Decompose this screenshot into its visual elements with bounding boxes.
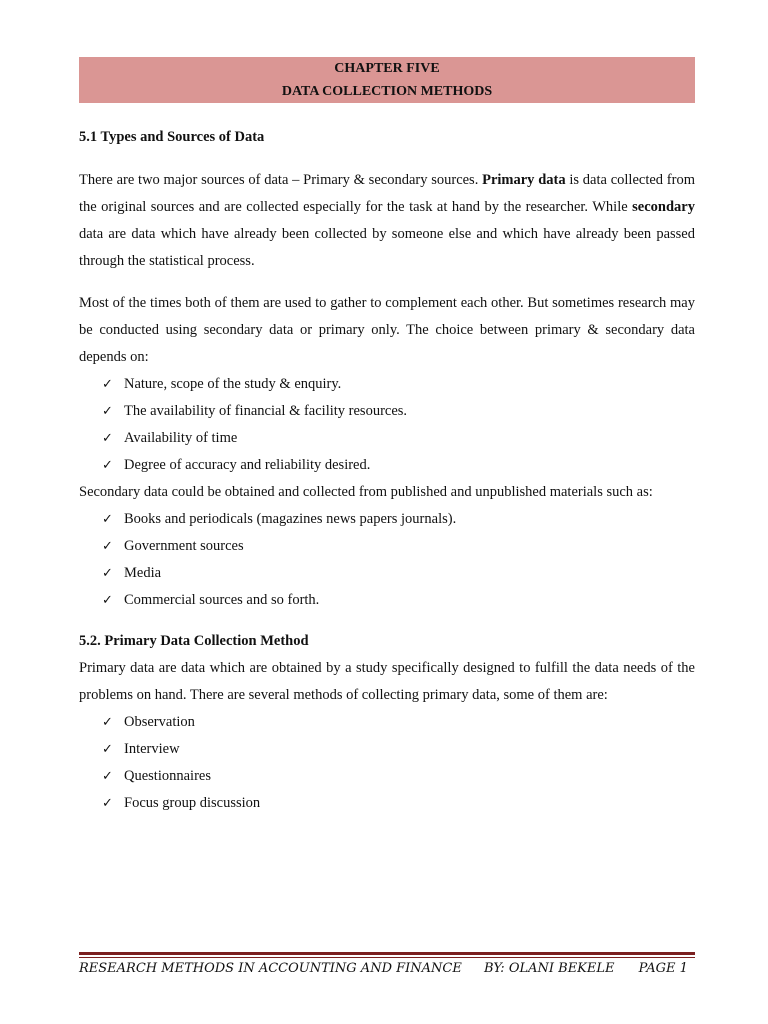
checkmark-icon: ✓ <box>102 566 113 581</box>
chapter-banner <box>79 57 695 103</box>
checkmark-icon: ✓ <box>102 404 113 419</box>
checkmark-icon: ✓ <box>102 715 113 730</box>
footer-page-number: PAGE 1 <box>638 961 688 976</box>
page-footer <box>79 961 695 976</box>
checkmark-icon: ✓ <box>102 742 113 757</box>
list-item: ✓ Books and periodicals (magazines news papers journals). <box>102 506 695 533</box>
section-heading-5-2: 5.2. Primary Data Collection Method <box>79 633 309 649</box>
text-run: There are two major sources of data – Primary & secondary sources. <box>79 172 483 188</box>
checkmark-icon: ✓ <box>102 769 113 784</box>
list-item: ✓ The availability of financial & facility resources. <box>102 398 695 425</box>
checkmark-icon: ✓ <box>102 539 113 554</box>
list-item: ✓ Interview <box>102 736 695 763</box>
paragraph-sources-of-data <box>79 167 695 275</box>
bold-term-primary-data: Primary data <box>482 172 566 188</box>
checkmark-icon: ✓ <box>102 377 113 392</box>
checkmark-icon: ✓ <box>102 593 113 608</box>
list-item: ✓ Media <box>102 560 695 587</box>
chapter-number: CHAPTER FIVE <box>334 61 440 76</box>
methods-checklist <box>79 709 695 817</box>
text-run: is data collected from the original sources and are collected especially for the task at hand by the researcher. While <box>79 172 695 215</box>
section-heading-5-1: 5.1 Types and Sources of Data <box>79 129 265 145</box>
checkmark-icon: ✓ <box>102 431 113 446</box>
factors-checklist <box>79 371 695 479</box>
list-item: ✓ Availability of time <box>102 425 695 452</box>
footer-divider <box>79 952 695 958</box>
list-item: ✓ Observation <box>102 709 695 736</box>
paragraph-primary-data-definition: Primary data are data which are obtained by a study specifically designed to fulfill the data needs of the problems on hand. There are several methods of collecting primary data, some of them are: <box>79 660 695 703</box>
bold-term-secondary: secondary <box>632 199 695 215</box>
list-item: ✓ Degree of accuracy and reliability desired. <box>102 452 695 479</box>
list-item: ✓ Government sources <box>102 533 695 560</box>
sources-checklist <box>79 506 695 614</box>
paragraph-secondary-materials: Secondary data could be obtained and collected from published and unpublished materials such as: <box>79 484 653 500</box>
list-item: ✓ Commercial sources and so forth. <box>102 587 695 614</box>
document-page <box>79 57 695 817</box>
text-run: data are data which have already been collected by someone else and which have already been passed through the statistical process. <box>79 226 695 269</box>
checkmark-icon: ✓ <box>102 512 113 527</box>
list-item: ✓ Questionnaires <box>102 763 695 790</box>
footer-author: BY: OLANI BEKELE <box>484 961 615 976</box>
list-item: ✓ Nature, scope of the study & enquiry. <box>102 371 695 398</box>
list-item: ✓ Focus group discussion <box>102 790 695 817</box>
footer-course-title: RESEARCH METHODS IN ACCOUNTING AND FINANCE <box>79 961 462 976</box>
footer-divider-thick <box>79 952 695 955</box>
footer-divider-thin <box>79 957 695 958</box>
chapter-title: DATA COLLECTION METHODS <box>281 84 493 99</box>
checkmark-icon: ✓ <box>102 458 113 473</box>
paragraph-choice-depends: Most of the times both of them are used to gather to complement each other. But sometimes research may be conducted using secondary data or primary only. The choice between primary & secondary data depends on: <box>79 295 695 365</box>
checkmark-icon: ✓ <box>102 796 113 811</box>
